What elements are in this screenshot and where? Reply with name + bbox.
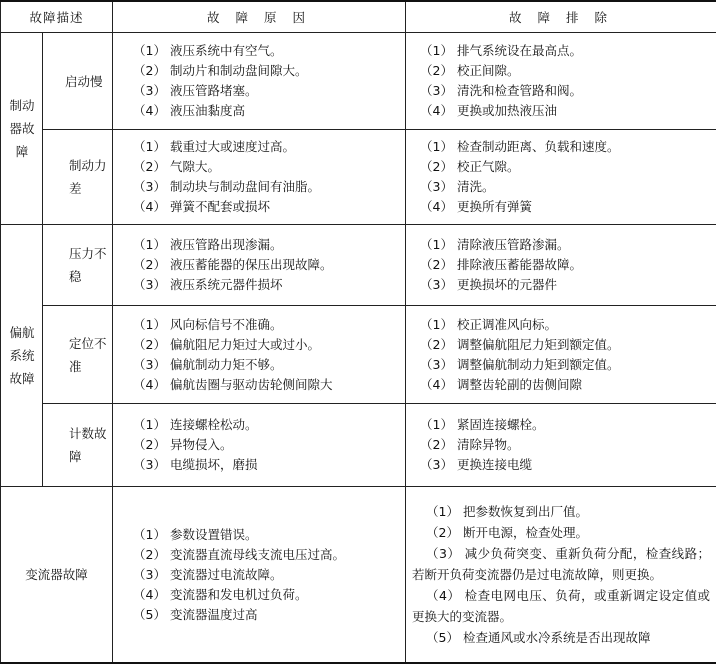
list-item: （2） 异物侵入。: [133, 437, 233, 452]
header-row: [1, 1, 716, 33]
list-item: （1） 紧固连接螺栓。: [420, 417, 545, 432]
list-item: （4） 偏航齿圈与驱动齿轮侧间隙大: [133, 376, 333, 392]
list-item: （3） 清洗和检查管路和阀。: [420, 83, 582, 98]
list-item: （2） 气隙大。: [133, 159, 220, 174]
list-item: （1） 液压管路出现渗漏。: [133, 237, 283, 252]
subcategory: 压力不稳: [43, 225, 113, 306]
list-item: （3） 偏航制动力矩不够。: [133, 356, 283, 372]
list-item: （5） 检查通风或水冷系统是否出现故障: [426, 630, 651, 645]
list-item: （1） 连接螺栓松动。: [133, 417, 258, 432]
list-item: （2） 制动片和制动盘间隙大。: [133, 63, 308, 78]
list-item: （1） 风向标信号不准确。: [133, 316, 283, 332]
cause-cell: [113, 306, 406, 404]
list-item: （2） 清除异物。: [420, 437, 520, 452]
table-row: [1, 306, 716, 404]
table-row: [1, 33, 716, 130]
category-yaw: [1, 225, 43, 487]
subcategory: 计数故障: [43, 404, 113, 487]
cause-cell: [113, 33, 406, 130]
remedy-cell: [406, 404, 716, 487]
list-item: （2） 调整偏航阻尼力矩到额定值。: [420, 336, 620, 352]
list-item: （2） 排除液压蓄能器故障。: [420, 257, 582, 272]
list-item: （2） 校正间隙。: [420, 63, 520, 78]
list-item: （3） 制动块与制动盘间有油脂。: [133, 179, 320, 194]
list-item: （4） 弹簧不配套或损坏: [133, 199, 270, 214]
list-item: （3） 更换连接电缆: [420, 457, 532, 472]
list-item: （1） 载重过大或速度过高。: [133, 139, 295, 154]
list-item: （2） 偏航阻尼力矩过大或过小。: [133, 336, 320, 352]
list-item: （2） 液压蓄能器的保压出现故障。: [133, 257, 333, 272]
table-row: [1, 130, 716, 225]
table-row: [1, 225, 716, 306]
cause-cell: [113, 130, 406, 225]
subcategory: 定位不准: [43, 306, 113, 404]
cause-cell: [113, 404, 406, 487]
list-item: （1） 校正调准风向标。: [420, 316, 557, 332]
header-cause: 故 障 原 因: [113, 1, 406, 33]
list-item: （1） 把参数恢复到出厂值。: [426, 504, 588, 519]
list-item: （3） 变流器过电流故障。: [133, 566, 283, 582]
list-item: （3） 减少负荷突变、重新负荷分配，检查线路；若断开负荷变流器仍是过电流故障，则更换。: [412, 546, 711, 582]
list-item: （2） 断开电源，检查处理。: [426, 525, 588, 540]
list-item: （4） 调整齿轮副的齿侧间隙: [420, 376, 582, 392]
category-converter: [1, 487, 113, 664]
category-label: 偏航系统故障: [9, 325, 35, 386]
list-item: （3） 电缆损坏，磨损: [133, 457, 258, 472]
cause-cell: [113, 225, 406, 306]
subcategory: 启动慢: [43, 33, 113, 130]
list-item: （1） 排气系统设在最高点。: [420, 43, 582, 58]
remedy-cell: [406, 33, 716, 130]
list-item: （1） 检查制动距离、负载和速度。: [420, 139, 620, 154]
cause-cell: [113, 487, 406, 664]
list-item: （4） 更换所有弹簧: [420, 199, 532, 214]
list-item: （5） 变流器温度过高: [133, 606, 258, 622]
list-item: （4） 变流器和发电机过负荷。: [133, 586, 308, 602]
category-brake: [1, 33, 43, 225]
category-label: 制动器故障: [9, 98, 35, 159]
remedy-cell: [406, 487, 716, 664]
list-item: （1） 参数设置错误。: [133, 526, 258, 542]
list-item: （4） 更换或加热液压油: [420, 103, 557, 118]
list-item: （3） 液压系统元器件损坏: [133, 277, 283, 292]
list-item: （4） 检查电网电压、负荷，或重新调定设定值或更换大的变流器。: [412, 588, 711, 624]
header-remedy: 故 障 排 除: [406, 1, 716, 33]
table-row: [1, 487, 716, 664]
remedy-cell: [406, 130, 716, 225]
subcategory: 制动力差: [43, 130, 113, 225]
list-item: （4） 液压油黏度高: [133, 103, 245, 118]
remedy-cell: [406, 225, 716, 306]
list-item: （3） 液压管路堵塞。: [133, 83, 258, 98]
list-item: （2） 校正气隙。: [420, 159, 520, 174]
list-item: （3） 调整偏航制动力矩到额定值。: [420, 356, 620, 372]
list-item: （3） 清洗。: [420, 179, 495, 194]
remedy-cell: [406, 306, 716, 404]
list-item: （1） 清除液压管路渗漏。: [420, 237, 570, 252]
category-label: 变流器故障: [25, 567, 88, 582]
list-item: （1） 液压系统中有空气。: [133, 43, 283, 58]
header-description: 故障描述: [1, 1, 113, 33]
table-row: [1, 404, 716, 487]
list-item: （2） 变流器直流母线支流电压过高。: [133, 546, 345, 562]
list-item: （3） 更换损坏的元器件: [420, 277, 557, 292]
